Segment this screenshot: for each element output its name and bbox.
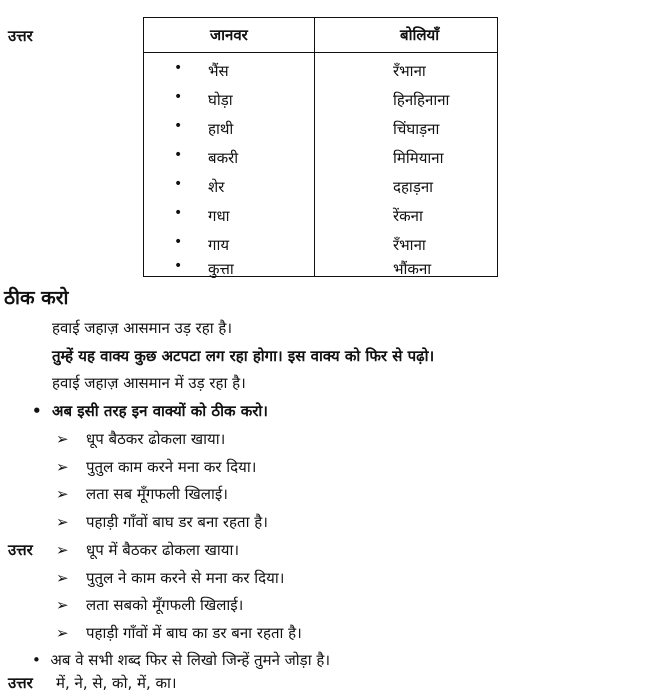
question-item: ➢ लता सब मूँगफली खिलाई। [56, 485, 228, 503]
arrow-icon: ➢ [56, 569, 69, 587]
animal-cell: बकरी [208, 149, 239, 167]
final-answer: में, ने, से, को, में, का। [56, 674, 177, 692]
header-animal: जानवर [210, 26, 248, 44]
table-row: • कुत्ता भौंकना [174, 258, 432, 278]
header-sound: बोलियाँ [400, 26, 440, 44]
question-item: ➢ पहाड़ी गाँवों बाघ डर बना रहता है। [56, 513, 268, 531]
animal-cell: हाथी [208, 120, 234, 138]
example-sentence-wrong: हवाई जहाज़ आसमान उड़ रहा है। [52, 319, 233, 337]
example-note: तुम्हें यह वाक्य कुछ अटपटा लग रहा होगा। इस वाक्य को फिर से पढ़ो। [52, 347, 435, 365]
table-row: • गधा रेंकना [174, 205, 423, 225]
answer-item: ➢ पहाड़ी गाँवों में बाघ का डर बना रहता है। [56, 624, 302, 642]
instruction [32, 401, 268, 421]
sound-cell: रँभाना [393, 62, 426, 80]
sound-cell: दहाड़ना [393, 178, 434, 196]
arrow-icon: ➢ [56, 513, 69, 531]
answer-label: उत्तर [8, 674, 33, 692]
instruction-text: अब इसी तरह इन वाक्यों को ठीक करो। [52, 402, 268, 420]
answer-item: ➢ पुतुल ने काम करने से मना कर दिया। [56, 569, 285, 587]
table-row: • भैंस रँभाना [174, 60, 426, 80]
animal-cell: भैंस [208, 62, 229, 80]
sound-cell: भौंकना [393, 260, 432, 278]
answer-label: उत्तर [8, 27, 33, 45]
table-row: • घोड़ा हिनहिनाना [174, 89, 450, 109]
sound-cell: मिमियाना [393, 149, 444, 167]
sound-cell: हिनहिनाना [393, 91, 450, 109]
sound-cell: रँभाना [393, 236, 426, 254]
animal-cell: शेर [208, 178, 225, 196]
instruction-2 [32, 650, 330, 670]
bullet-icon: • [32, 651, 41, 669]
table-row: • शेर दहाड़ना [174, 176, 434, 196]
arrow-icon: ➢ [56, 458, 69, 476]
question-item: ➢ धूप बैठकर ढोकला खाया। [56, 430, 226, 448]
bullet-icon: • [32, 402, 42, 420]
animal-cell: कुत्ता [208, 260, 234, 278]
answer-label: उत्तर [8, 541, 33, 559]
table-row: • बकरी मिमियाना [174, 147, 444, 167]
animal-cell: गाय [208, 236, 230, 254]
sound-cell: रेंकना [393, 207, 423, 225]
table-row: • गाय रँभाना [174, 234, 426, 254]
arrow-icon: ➢ [56, 541, 69, 559]
example-sentence-correct: हवाई जहाज़ आसमान में उड़ रहा है। [52, 374, 246, 392]
question-item: ➢ पुतुल काम करने मना कर दिया। [56, 458, 257, 476]
arrow-icon: ➢ [56, 430, 69, 448]
animal-sounds-table [143, 17, 498, 277]
sound-cell: चिंघाड़ना [393, 120, 440, 138]
answer-item: ➢ धूप में बैठकर ढोकला खाया। [56, 541, 240, 559]
arrow-icon: ➢ [56, 596, 69, 614]
section-title: ठीक करो [4, 287, 69, 309]
animal-cell: घोड़ा [208, 91, 233, 109]
instruction-2-text: अब वे सभी शब्द फिर से लिखो जिन्हें तुमने जोड़ा है। [50, 651, 331, 669]
animal-cell: गधा [208, 207, 230, 225]
arrow-icon: ➢ [56, 624, 69, 642]
table-row: • हाथी चिंघाड़ना [174, 118, 440, 138]
arrow-icon: ➢ [56, 485, 69, 503]
answer-item: ➢ लता सबको मूँगफली खिलाई। [56, 596, 244, 614]
